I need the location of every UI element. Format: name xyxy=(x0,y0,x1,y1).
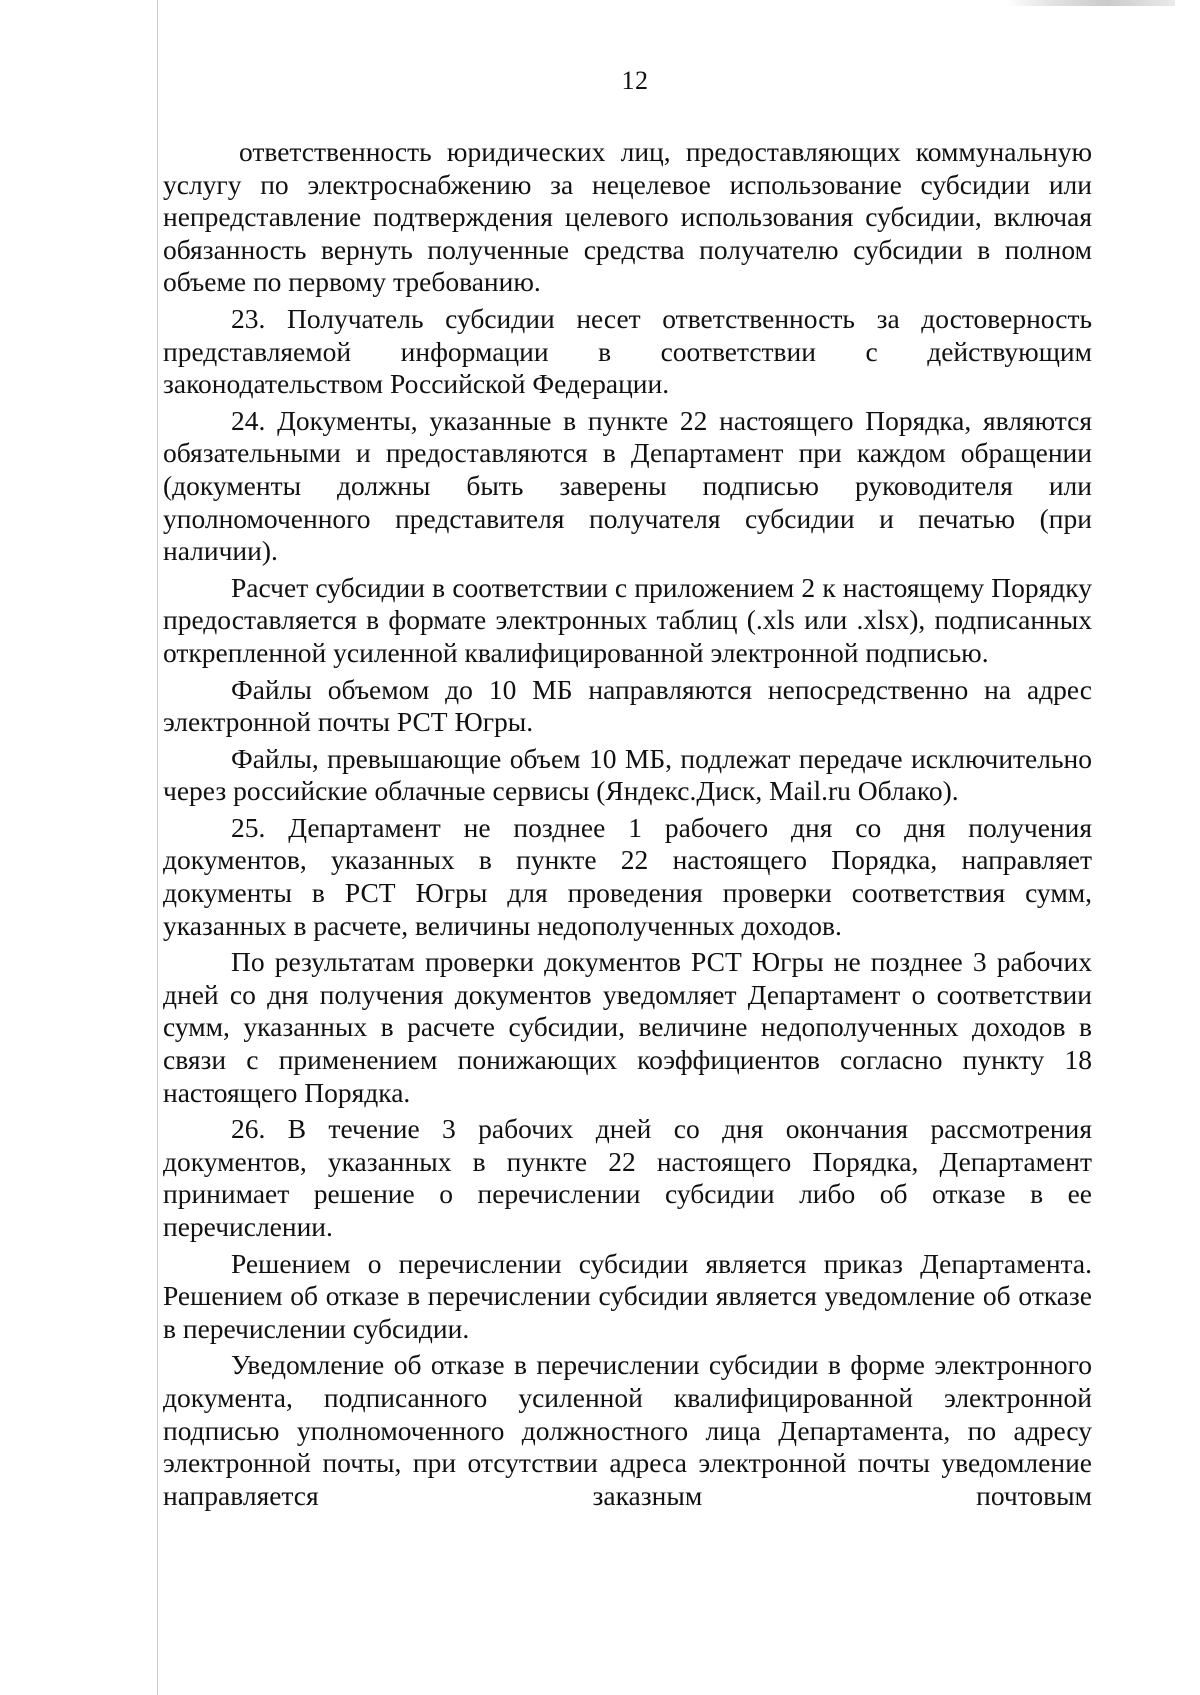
scan-artifact xyxy=(1005,0,1175,6)
paragraph-item-26: 26. В течение 3 рабочих дней со дня окончания рассмотрения документов, указанных в пункте 22 настоящего Порядка, Департамент принимает решение о перечислении субсидии либо об отказе в ее перечислении. xyxy=(163,1113,1092,1242)
paragraph-notification: Уведомление об отказе в перечислении субсидии в форме электронного документа, подписанного усиленной квалифицированной электронной подписью уполномоченного должностного лица Департамента, по адресу электронной почты, при отсутствии адреса электронной почты уведомление направляется заказным почтовым xyxy=(163,1349,1092,1511)
page-number: 12 xyxy=(621,66,649,95)
paragraph-item-23: 23. Получатель субсидии несет ответственность за достоверность представляемой информации в соответствии с действующим законодательством Российской Федерации. xyxy=(163,302,1092,400)
paragraph-continuation: ответственность юридических лиц, предоставляющих коммунальную услугу по электроснабжению за нецелевое использование субсидии или непредставление подтверждения целевого использования субсидии, включая обязанность вернуть полученные средства получателю субсидии в полном объеме по первому требованию. xyxy=(163,136,1092,298)
paragraph-files-large: Файлы, превышающие объем 10 МБ, подлежат передаче исключительно через российские облачные сервисы (Яндекс.Диск, Mail.ru Облако). xyxy=(163,742,1092,807)
paragraph-item-24: 24. Документы, указанные в пункте 22 настоящего Порядка, являются обязательными и предоставляются в Департамент при каждом обращении (документы должны быть заверены подписью руководителя или уполномоченного представителя получателя субсидии и печатью (при наличии). xyxy=(163,404,1092,567)
paragraph-check-results: По результатам проверки документов РСТ Югры не позднее 3 рабочих дней со дня получения документов уведомляет Департамент о соответствии сумм, указанных в расчете субсидии, величине недополученных доходов в связи с применением понижающих коэффициентов согласно пункту 18 настоящего Порядка. xyxy=(163,946,1092,1108)
paragraph-calculation: Расчет субсидии в соответствии с приложением 2 к настоящему Порядку предоставляется в формате электронных таблиц (.xls или .xlsx), подписанных открепленной усиленной квалифицированной электронной подписью. xyxy=(163,571,1092,668)
scan-edge-line xyxy=(157,0,158,1695)
paragraph-item-25: 25. Департамент не позднее 1 рабочего дня со дня получения документов, указанных в пункте 22 настоящего Порядка, направляет документы в РСТ Югры для проведения проверки соответствия сумм, указанных в расчете, величины недополученных доходов. xyxy=(163,811,1092,941)
document-body xyxy=(163,136,1092,1516)
paragraph-decision: Решением о перечислении субсидии является приказ Департамента. Решением об отказе в перечислении субсидии является уведомление об отказе в перечислении субсидии. xyxy=(163,1247,1092,1344)
paragraph-files-small: Файлы объемом до 10 МБ направляются непосредственно на адрес электронной почты РСТ Югры. xyxy=(163,673,1092,738)
